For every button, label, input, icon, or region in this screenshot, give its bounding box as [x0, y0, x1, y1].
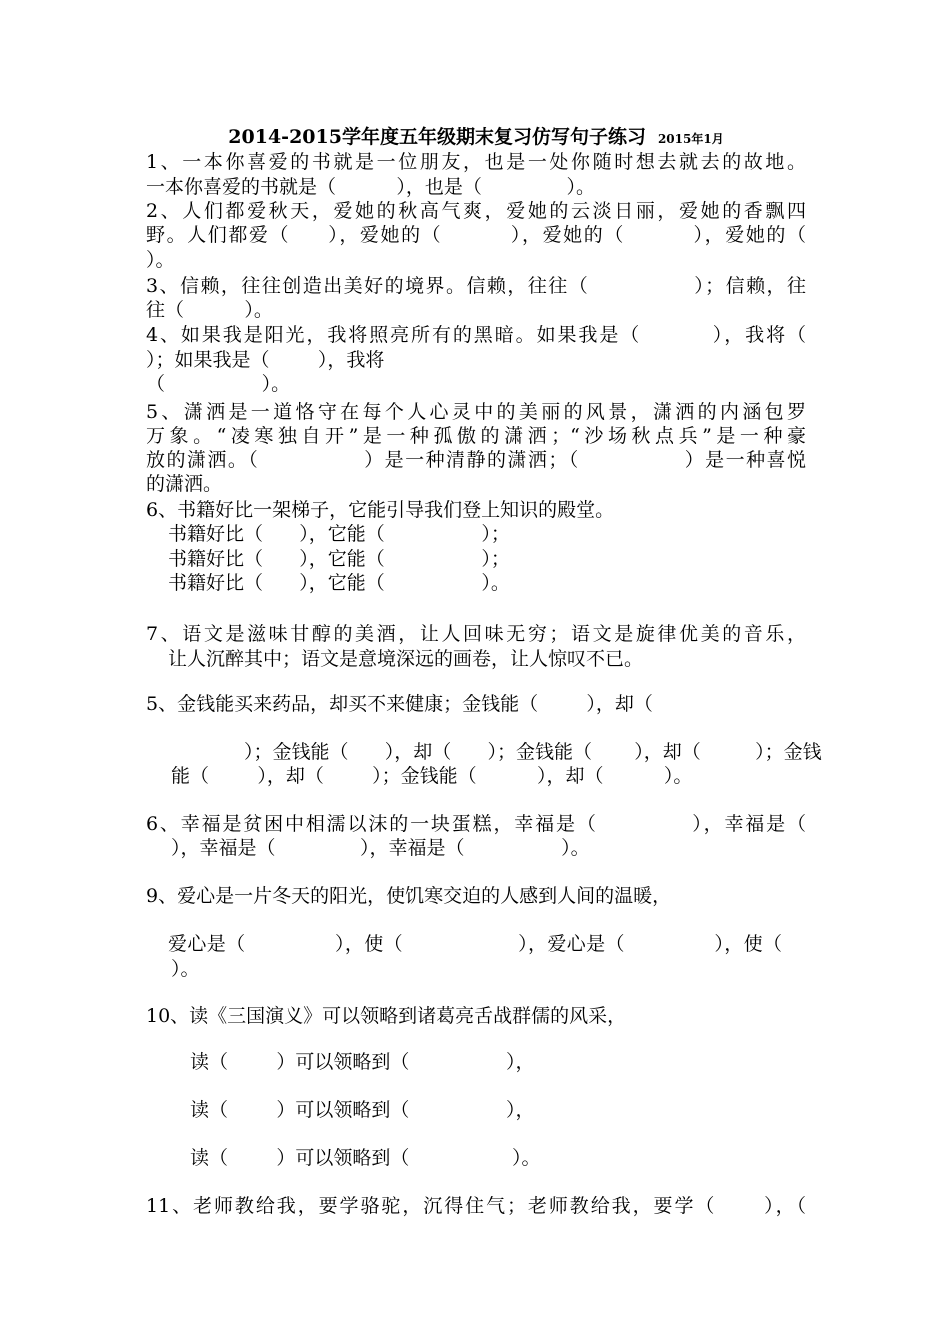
- document-title: [146, 126, 806, 150]
- q1-line-2: 一本你喜爱的书就是（ ），也是（ ）。: [146, 176, 595, 198]
- q3-line-1: 3、信赖，往往创造出美好的境界。信赖，往往（ ）；信赖，往: [146, 275, 806, 297]
- q5-line-4: 的潇洒。: [146, 473, 223, 495]
- q8-line-1: 5、金钱能买来药品，却买不来健康；金钱能（ ），却（: [146, 693, 653, 715]
- q11-blank-1: 读（ ）可以领略到（ ），: [190, 1051, 535, 1073]
- document-date: 2015年1月: [657, 132, 724, 146]
- q8-line-2: ）；金钱能（ ），却（ ）；金钱能（ ），却（ ）；金钱: [244, 741, 822, 763]
- q10-blank-line: 爱心是（ ），使（ ），爱心是（ ），使（: [168, 933, 782, 955]
- q10-blank-end: ）。: [171, 958, 200, 980]
- q11-blank-2: 读（ ）可以领略到（ ），: [190, 1099, 535, 1121]
- q6-intro: 6、书籍好比一架梯子，它能引导我们登上知识的殿堂。: [146, 499, 615, 521]
- q4-line-1: 4、如果我是阳光，我将照亮所有的黑暗。如果我是（ ），我将（: [146, 324, 806, 346]
- q2-line-2: 野。人们都爱（ ），爱她的（ ），爱她的（ ），爱她的（: [146, 224, 806, 246]
- title-text: 2014-2015学年度五年级期末复习仿写句子练习: [228, 126, 646, 148]
- q7-line-2: 让人沉醉其中；语文是意境深远的画卷，让人惊叹不已。: [168, 648, 644, 670]
- q12-line-1: 11、老师教给我，要学骆驼，沉得住气；老师教给我，要学（ ），（: [146, 1195, 806, 1217]
- q2-line-3: ）。: [146, 249, 175, 271]
- q6-blank-1: 书籍好比（ ），它能（ ）；: [168, 523, 510, 545]
- q6-blank-3: 书籍好比（ ），它能（ ）。: [168, 572, 510, 594]
- q10-intro: 9、爱心是一片冬天的阳光，使饥寒交迫的人感到人间的温暖，: [146, 885, 672, 907]
- q3-line-2: 往（ ）。: [146, 299, 273, 321]
- q8-line-3: 能（ ），却（ ）；金钱能（ ），却（ ）。: [171, 765, 693, 787]
- q1-line-1: 1、一本你喜爱的书就是一位朋友，也是一处你随时想去就去的故地。: [146, 151, 806, 173]
- q7-line-1: 7、语文是滋味甘醇的美酒，让人回味无穷；语文是旋律优美的音乐，: [146, 623, 806, 645]
- q5-line-2: 万象。“凌寒独自开”是一种孤傲的潇洒；“沙场秋点兵”是一种豪: [146, 425, 806, 447]
- q11-intro: 10、读《三国演义》可以领略到诸葛亮舌战群儒的风采，: [146, 1005, 627, 1027]
- q9-line-1: 6、幸福是贫困中相濡以沫的一块蛋糕，幸福是（ ），幸福是（: [146, 813, 806, 835]
- q4-line-3: （ ）。: [146, 373, 291, 395]
- q5-line-3: 放的潇洒。（ ）是一种清静的潇洒；（ ）是一种喜悦: [146, 449, 806, 471]
- q4-line-2: ）；如果我是（ ），我将: [146, 349, 385, 371]
- q9-line-2: ），幸福是（ ），幸福是（ ）。: [171, 837, 590, 859]
- q11-blank-3: 读（ ）可以领略到（ ）。: [190, 1147, 541, 1169]
- q6-blank-2: 书籍好比（ ），它能（ ）；: [168, 548, 510, 570]
- q5-line-1: 5、潇洒是一道恪守在每个人心灵中的美丽的风景，潇洒的内涵包罗: [146, 401, 806, 423]
- q2-line-1: 2、人们都爱秋天，爱她的秋高气爽，爱她的云淡日丽，爱她的香飘四: [146, 200, 806, 222]
